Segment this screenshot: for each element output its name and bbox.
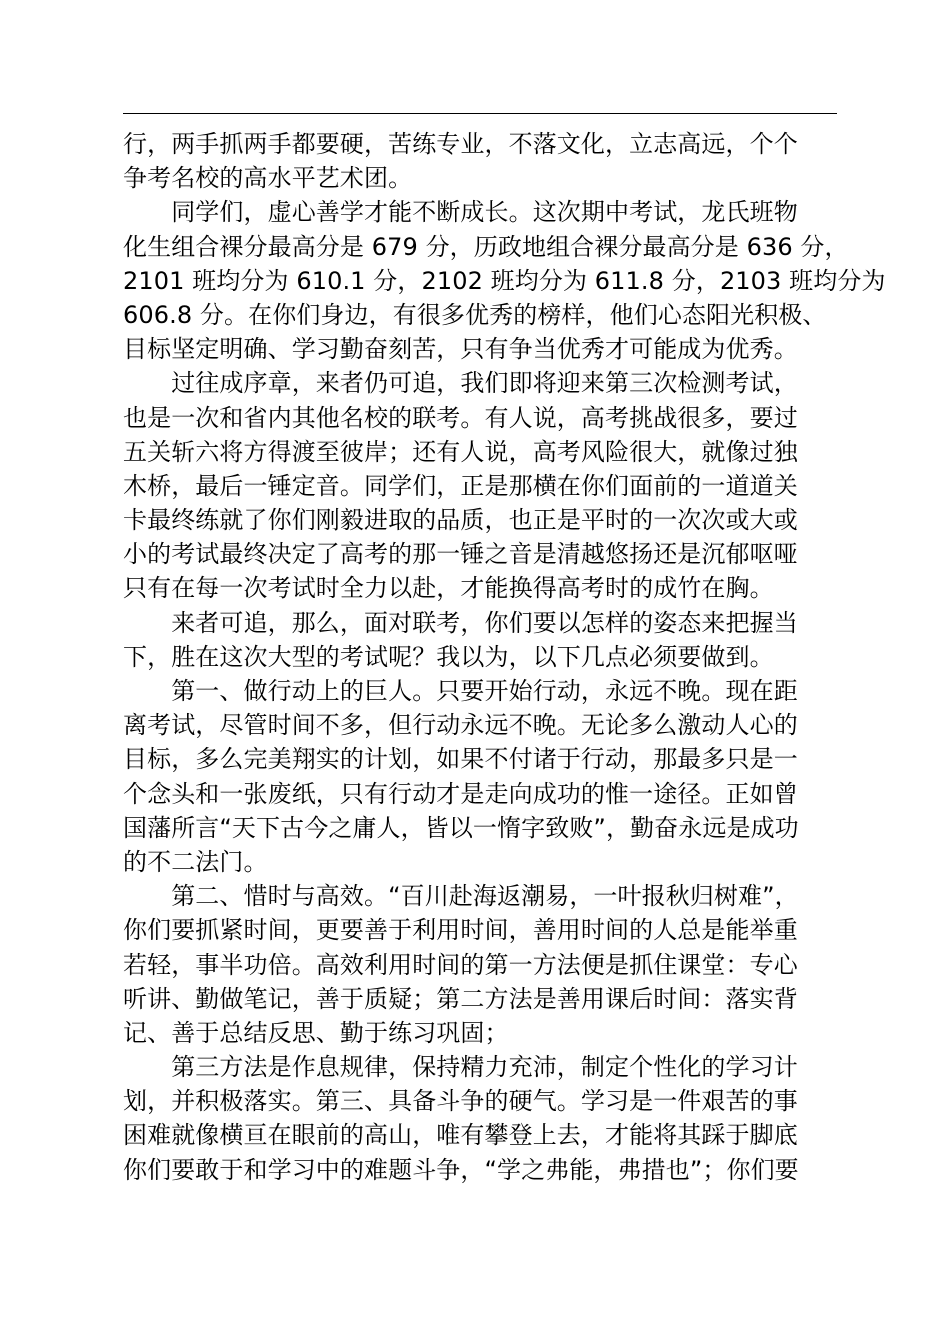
text-line: 来者可追，那么，面对联考，你们要以怎样的姿态来把握当: [123, 608, 798, 637]
text-line: 个念头和一张废纸，只有行动才是走向成功的惟一途径。正如曾: [123, 779, 798, 808]
text-line: 第一、做行动上的巨人。只要开始行动，永远不晚。现在距: [123, 677, 798, 705]
text-line: 你们要敢于和学习中的难题斗争，“学之弗能，弗措也”；你们要: [123, 1155, 799, 1184]
text-line: 行，两手抓两手都要硬，苦练专业，不落文化，立志高远，个个: [123, 130, 798, 158]
text-line: 困难就像横亘在眼前的高山，唯有攀登上去，才能将其踩于脚底: [123, 1121, 798, 1150]
text-line: 第二、惜时与高效。“百川赴海返潮易，一叶报秋归树难”，: [123, 882, 799, 911]
text-line: 化生组合裸分最高分是 679 分，历政地组合裸分最高分是 636 分，: [123, 232, 849, 261]
text-line: 606.8 分。在你们身边，有很多优秀的榜样，他们心态阳光积极、: [123, 300, 827, 329]
text-line: 下，胜在这次大型的考试呢？我以为，以下几点必须要做到。: [123, 642, 774, 671]
text-line: 小的考试最终决定了高考的那一锤之音是清越悠扬还是沉郁呕哑: [123, 540, 798, 569]
text-line: 若轻，事半功倍。高效利用时间的第一方法便是抓住课堂：专心: [123, 950, 798, 979]
text-line: 只有在每一次考试时全力以赴，才能换得高考时的成竹在胸。: [123, 574, 774, 603]
text-line: 争考名校的高水平艺术团。: [123, 164, 413, 193]
text-line: 2101 班均分为 610.1 分，2102 班均分为 611.8 分，2103 班均分为: [123, 266, 886, 295]
text-line: 第三方法是作息规律，保持精力充沛，制定个性化的学习计: [123, 1053, 798, 1082]
text-line: 木桥，最后一锤定音。同学们，正是那横在你们面前的一道道关: [123, 471, 798, 500]
text-line: 离考试，尽管时间不多，但行动永远不晚。无论多么激动人心的: [123, 711, 798, 740]
text-line: 过往成序章，来者仍可追，我们即将迎来第三次检测考试，: [123, 369, 798, 398]
text-line: 国藩所言“天下古今之庸人，皆以一惰字致败”，勤奋永远是成功: [123, 813, 799, 842]
text-line: 也是一次和省内其他名校的联考。有人说，高考挑战很多，要过: [123, 403, 798, 432]
header-rule: [123, 113, 837, 114]
text-line: 你们要抓紧时间，更要善于利用时间，善用时间的人总是能举重: [123, 916, 798, 945]
text-line: 听讲、勤做笔记，善于质疑；第二方法是善用课后时间：落实背: [123, 984, 798, 1013]
document-body: [123, 127, 886, 1187]
text-line: 卡最终练就了你们刚毅进取的品质，也正是平时的一次次或大或: [123, 506, 798, 535]
text-line: 五关斩六将方得渡至彼岸；还有人说，高考风险很大，就像过独: [123, 437, 798, 466]
text-line: 目标坚定明确、学习勤奋刻苦，只有争当优秀才可能成为优秀。: [123, 335, 798, 364]
text-line: 记、善于总结反思、勤于练习巩固；: [123, 1018, 509, 1047]
text-line: 的不二法门。: [123, 847, 268, 876]
text-line: 划，并积极落实。第三、具备斗争的硬气。学习是一件艰苦的事: [123, 1087, 798, 1116]
text-line: 同学们，虚心善学才能不断成长。这次期中考试，龙氏班物: [123, 198, 798, 227]
text-line: 目标，多么完美翔实的计划，如果不付诸于行动，那最多只是一: [123, 745, 798, 774]
